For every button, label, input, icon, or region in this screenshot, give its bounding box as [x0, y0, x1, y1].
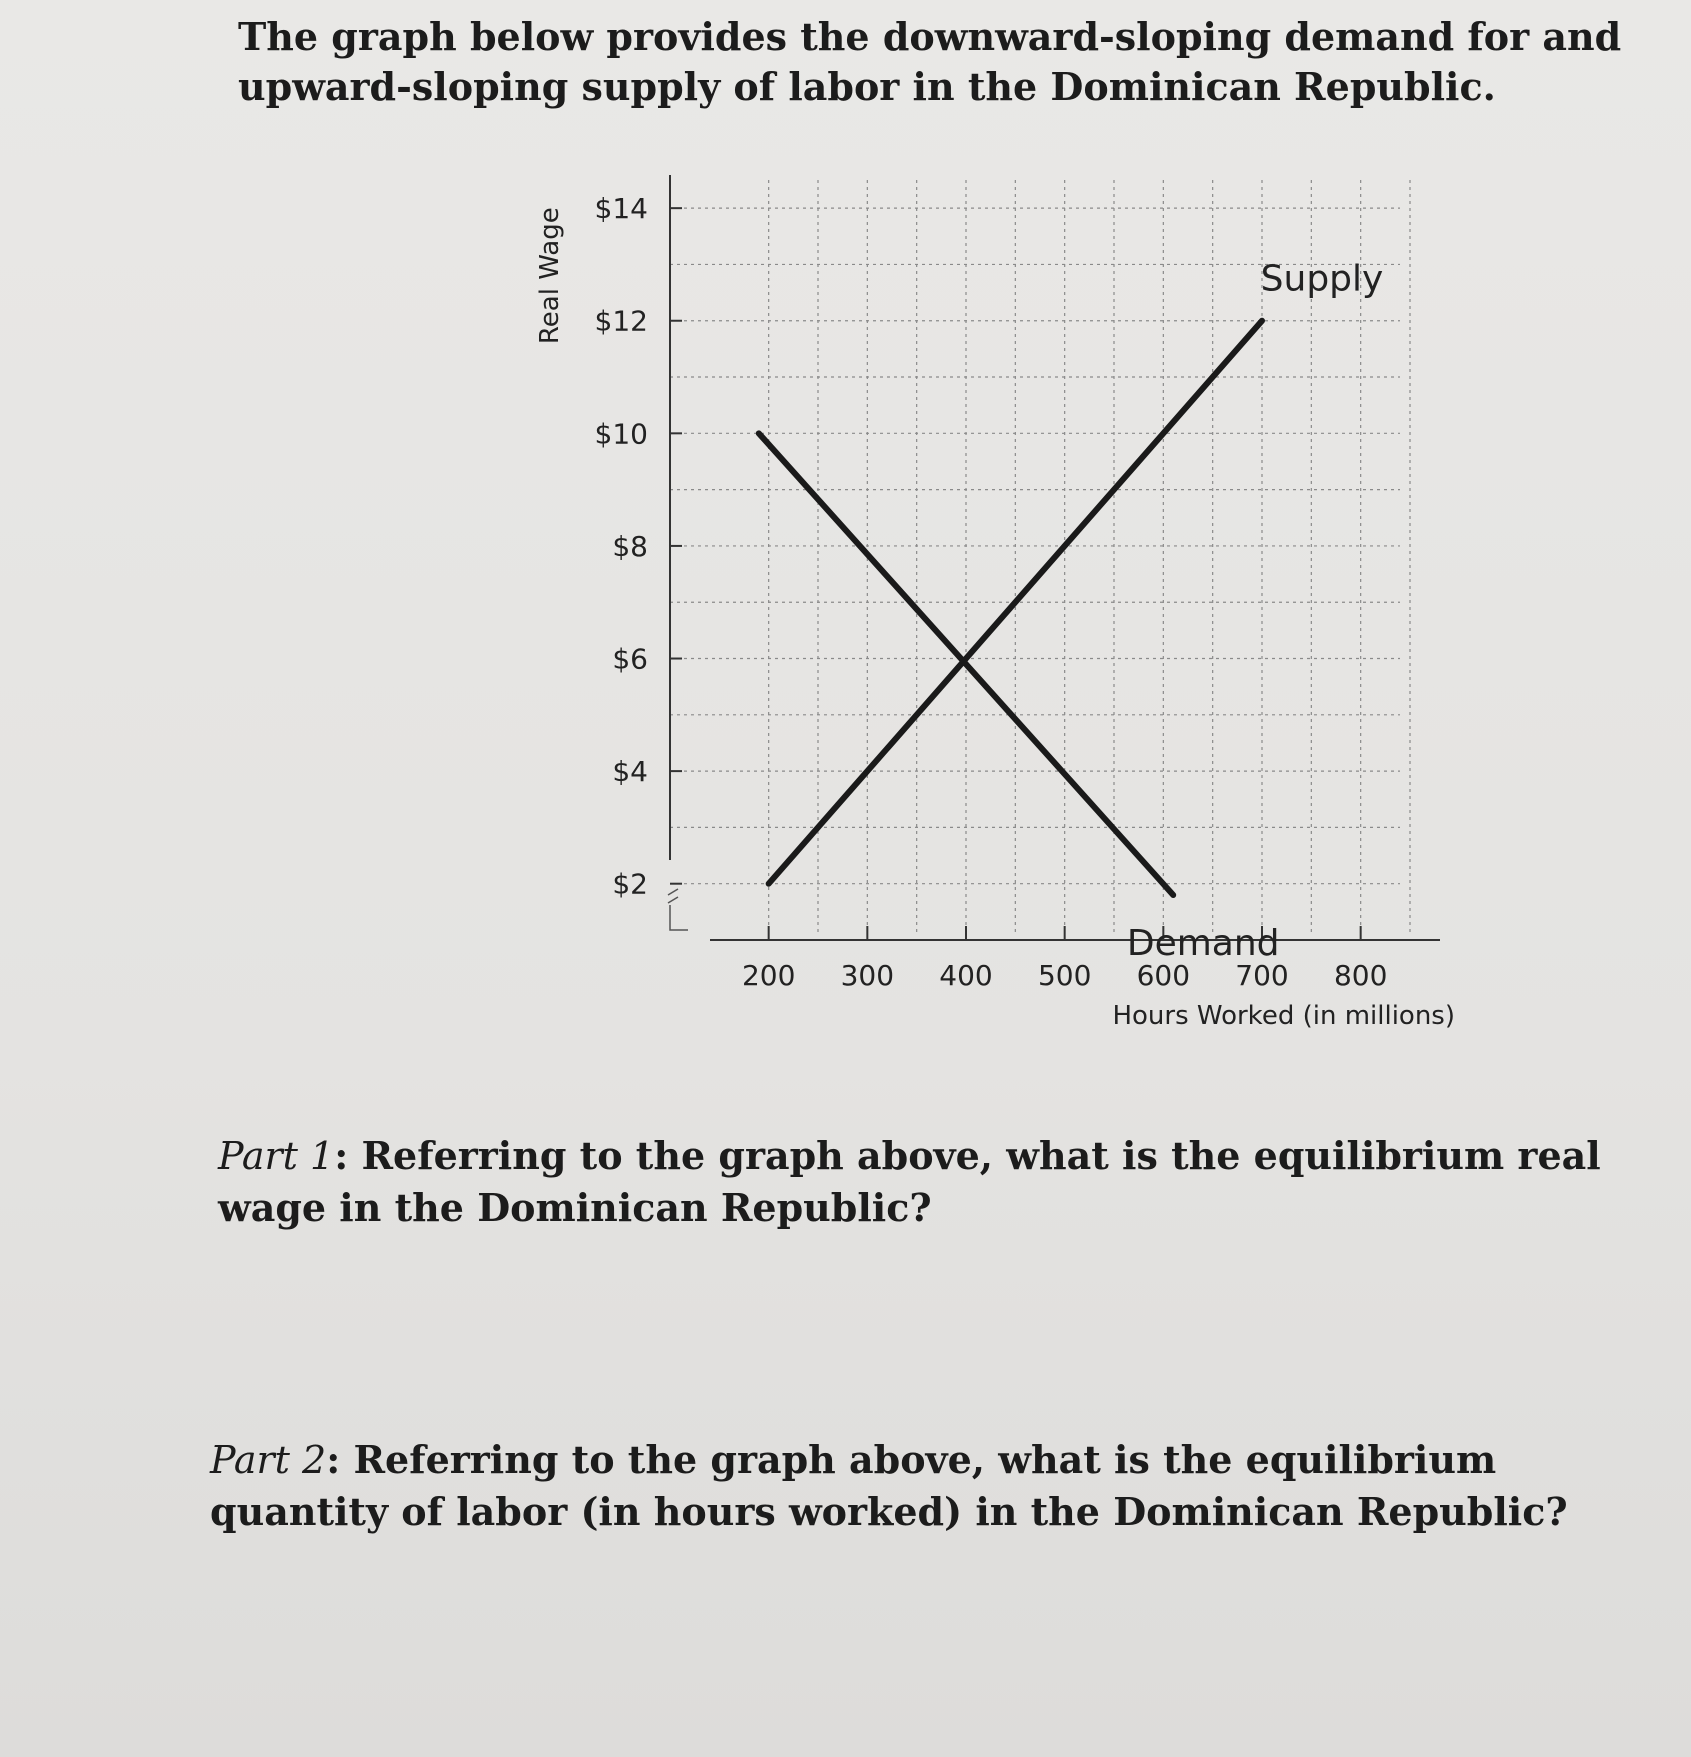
chart-svg	[500, 150, 1480, 1050]
question-part-1-label: Part 1	[218, 1134, 335, 1178]
y-tick-label: $12	[594, 304, 648, 338]
question-part-1-text: : Referring to the graph above, what is the equilibrium real wage in the Dominican Republic?	[218, 1133, 1601, 1230]
axis-break-mark	[668, 889, 688, 930]
x-tick-label: 200	[741, 959, 796, 992]
y-tick-label: $14	[594, 192, 648, 226]
question-part-2-label: Part 2	[210, 1438, 327, 1482]
y-tick-label: $2	[612, 867, 648, 901]
question-part-2	[210, 1434, 1680, 1538]
y-tick-label: $8	[612, 529, 648, 563]
supply-label: Supply	[1260, 258, 1384, 300]
demand-label: Demand	[1126, 922, 1280, 964]
x-tick-label: 400	[939, 959, 993, 992]
x-tick-label: 700	[1235, 959, 1289, 992]
x-tick-label: 600	[1136, 959, 1191, 992]
question-part-1	[218, 1130, 1658, 1234]
x-tick-label: 500	[1037, 959, 1092, 992]
intro-text: The graph below provides the downward-sloping demand for and upward-sloping supply of labor in the Dominican Republic.	[238, 14, 1622, 109]
y-axis-title: Real Wage	[535, 207, 565, 345]
y-tick-label: $6	[612, 642, 648, 676]
y-tick-label: $4	[612, 755, 648, 789]
x-axis-title: Hours Worked (in millions)	[1112, 1001, 1455, 1031]
x-tick-label: 300	[840, 959, 895, 992]
y-tick-label: $10	[594, 417, 648, 451]
question-part-2-text: : Referring to the graph above, what is the equilibrium quantity of labor (in hours worked) in the Dominican Republic?	[210, 1437, 1568, 1534]
x-tick-label: 800	[1333, 959, 1388, 992]
labor-market-chart	[500, 150, 1480, 1050]
